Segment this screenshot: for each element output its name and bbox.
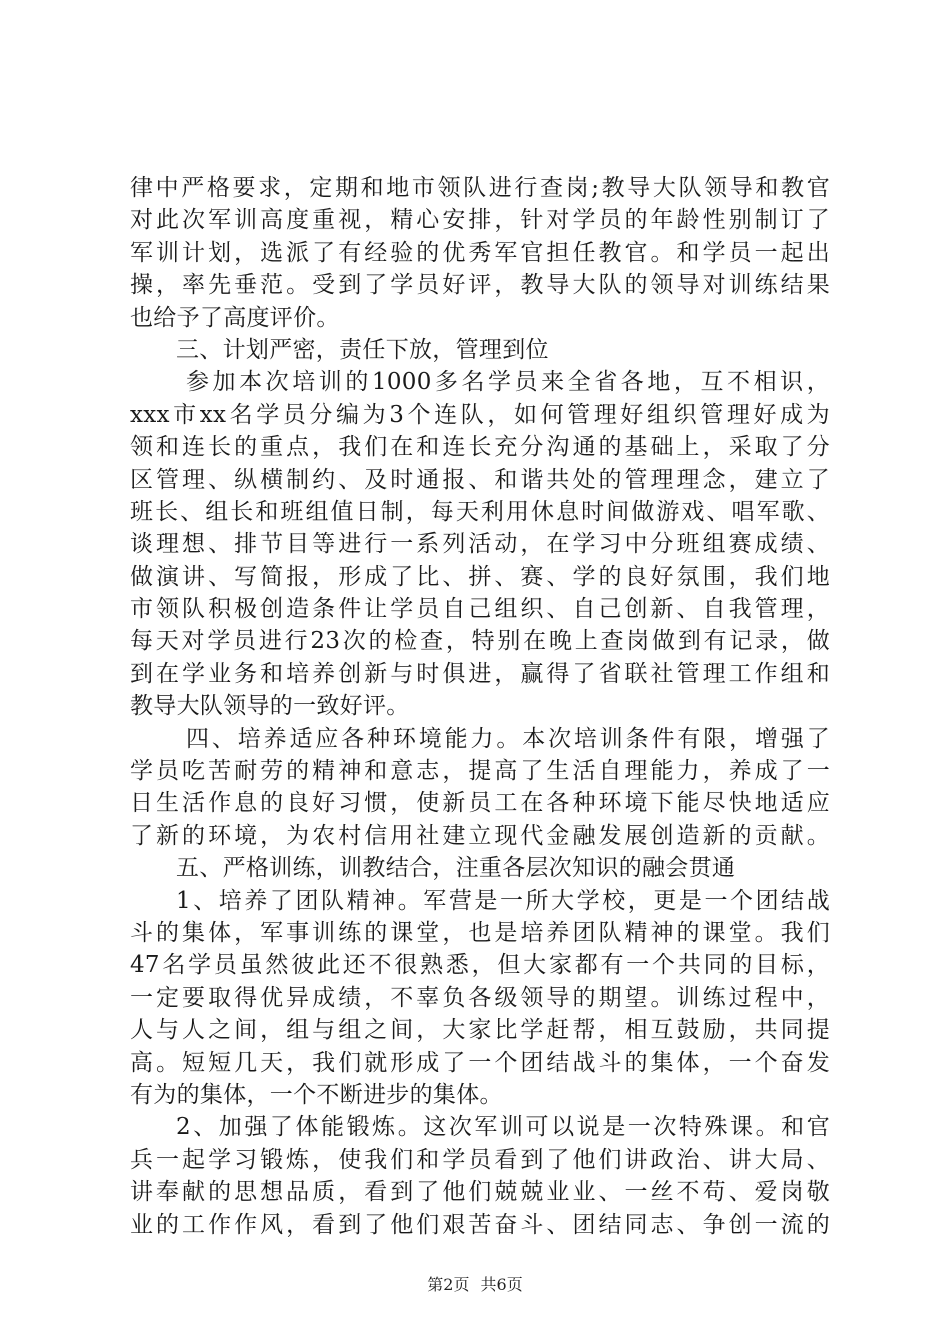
text-line: 业的工作作风，看到了他们艰苦奋斗、团结同志、争创一流的 <box>130 1211 830 1238</box>
text-line: 每天对学员进行23次的检查，特别在晚上查岗做到有记录，做 <box>130 628 830 655</box>
page-total: 共6页 <box>480 1275 523 1294</box>
text-line: 到在学业务和培养创新与时俱进，赢得了省联社管理工作组和 <box>130 660 830 687</box>
section-heading-4: 四、培养适应各种环境能力。本次培训条件有限，增强了 <box>186 725 830 752</box>
text-line: 一定要取得优异成绩，不辜负各级领导的期望。训练过程中， <box>130 984 830 1011</box>
text-line: 参加本次培训的1000多名学员来全省各地，互不相识， <box>186 369 830 396</box>
text-line: 律中严格要求，定期和地市领队进行查岗;教导大队领导和教官 <box>130 175 830 201</box>
text-line: 区管理、纵横制约、及时通报、和谐共处的管理理念，建立了 <box>130 466 830 493</box>
text-line: 有为的集体，一个不断进步的集体。 <box>130 1081 503 1108</box>
page-number: 第2页 <box>427 1275 470 1294</box>
text-line: 对此次军训高度重视，精心安排，针对学员的年龄性别制订了 <box>130 207 830 234</box>
text-line: 2、加强了体能锻炼。这次军训可以说是一次特殊课。和官 <box>176 1114 830 1141</box>
text-line: 做演讲、写简报，形成了比、拼、赛、学的良好氛围，我们地 <box>130 563 830 590</box>
text-line: 领和连长的重点，我们在和连长充分沟通的基础上，采取了分 <box>130 434 830 461</box>
text-line: 也给予了高度评价。 <box>130 304 340 331</box>
text-line: 日生活作息的良好习惯，使新员工在各种环境下能尽快地适应 <box>130 790 830 817</box>
text-line: 班长、组长和班组值日制，每天利用休息时间做游戏、唱军歌、 <box>130 498 830 525</box>
text-line: 斗的集体，军事训练的课堂，也是培养团队精神的课堂。我们 <box>130 919 830 946</box>
text-line: 学员吃苦耐劳的精神和意志，提高了生活自理能力，养成了一 <box>130 758 830 785</box>
text-line: 47名学员虽然彼此还不很熟悉，但大家都有一个共同的目标， <box>130 952 830 979</box>
text-line: 操，率先垂范。受到了学员好评，教导大队的领导对训练结果 <box>130 272 830 299</box>
section-heading-3: 三、计划严密，责任下放，管理到位 <box>176 336 549 363</box>
text-line: 人与人之间，组与组之间，大家比学赶帮，相互鼓励，共同提 <box>130 1017 830 1044</box>
text-line: 1、培养了团队精神。军营是一所大学校，更是一个团结战 <box>176 887 830 914</box>
section-heading-5: 五、严格训练，训教结合，注重各层次知识的融会贯通 <box>176 855 736 882</box>
text-line: 了新的环境，为农村信用社建立现代金融发展创造新的贡献。 <box>130 822 830 849</box>
text-line: 兵一起学习锻炼，使我们和学员看到了他们讲政治、讲大局、 <box>130 1146 830 1173</box>
text-line: 高。短短几天，我们就形成了一个团结战斗的集体，一个奋发 <box>130 1049 830 1076</box>
text-line: 军训计划，选派了有经验的优秀军官担任教官。和学员一起出 <box>130 239 830 266</box>
text-line: 教导大队领导的一致好评。 <box>130 693 410 720</box>
text-line: 讲奉献的思想品质，看到了他们兢兢业业、一丝不苟、爱岗敬 <box>130 1179 830 1206</box>
page-footer <box>0 1272 950 1295</box>
text-line: xxx市xx名学员分编为3个连队，如何管理好组织管理好成为 <box>130 401 830 428</box>
text-line: 谈理想、排节目等进行一系列活动，在学习中分班组赛成绩、 <box>130 531 830 558</box>
text-line: 市领队积极创造条件让学员自己组织、自己创新、自我管理， <box>130 596 830 623</box>
document-body <box>130 172 830 1241</box>
